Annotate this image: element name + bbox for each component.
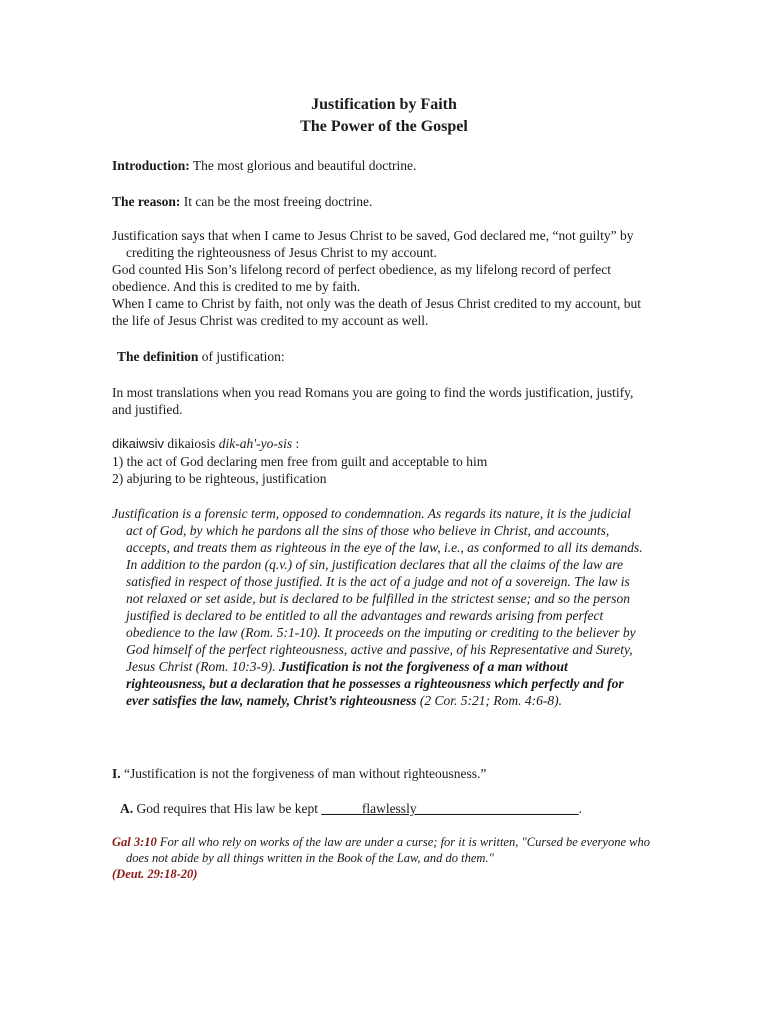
intro-line [112, 157, 642, 174]
definition-text: of justification: [198, 349, 285, 364]
verse-text: For all who rely on works of the law are under a curse; for it is written, "Cursed be everyone who does not abide by all things written in the Book of the Law, and do them." [126, 835, 650, 865]
greek-colon: : [292, 436, 300, 451]
document-subtitle: The Power of the Gospel [300, 118, 468, 135]
reason-line [112, 193, 642, 210]
explanation-block [112, 227, 642, 329]
greek-translit: dikaiosis [164, 436, 219, 451]
greek-word: dikaiwsiv [112, 436, 165, 451]
greek-term [112, 435, 642, 452]
reason-label: The reason: [112, 194, 181, 209]
definition-line [117, 348, 647, 365]
translations-paragraph: In most translations when you read Romans you are going to find the words justification, justify, and justified. [112, 385, 634, 417]
point-a-blank-trail: ________________________ [416, 801, 579, 816]
reason-text: It can be the most freeing doctrine. [180, 194, 373, 209]
point-a-text: God requires that His law be kept [133, 801, 322, 816]
quote-bold-text: Justification is not the forgiveness of a man without righteousness, but a declaration that he possesses a righteousness which perfectly and for ever satisfies the law, namely, Christ’s righteousness [126, 659, 624, 708]
meaning-2: 2) abjuring to be righteous, justification [112, 471, 327, 486]
verse-block [112, 834, 651, 882]
intro-label: Introduction: [112, 158, 190, 173]
quote-reference: (2 Cor. 5:21; Rom. 4:6-8). [416, 693, 563, 708]
verse-cross-reference: (Deut. 29:18-20) [112, 867, 198, 881]
verse-reference: Gal 3:10 [112, 835, 157, 849]
point-one [112, 765, 642, 782]
paragraph-3: When I came to Christ by faith, not only was the death of Jesus Christ credited to my account, but the life of Jesus Christ was credited to my account as well. [112, 296, 642, 328]
quote-text: Justification is a forensic term, opposed to condemnation. As regards its nature, it is the judicial act of God, by which he pardons all the sins of those who believe in Christ, and accounts, accepts, and treats them as righteous in the eye of the law, i.e., as conformed to all its demands. In addition to the pardon (q.v.) of sin, justification declares that all the claims of the law are satisfied in respect of those justified. It is the act of a judge and not of a sovereign. The law is not relaxed or set aside, but is declared to be fulfilled in the strictest sense; and so the person justified is declared to be entitled to all the advantages and rewards arising from perfect obedience to the law (Rom. 5:1-10). It proceeds on the imputing or crediting to the believer by God himself of the perfect righteousness, active and passive, of his Representative and Surety, Jesus Christ (Rom. 10:3-9). [112, 506, 643, 674]
greek-pronunciation: dik-ah'-yo-sis [218, 436, 293, 451]
document-title: Justification by Faith [311, 96, 457, 113]
definition-label: The definition [117, 349, 199, 364]
definition-quote [112, 505, 646, 709]
point-one-number: I. [112, 766, 121, 781]
meaning-1: 1) the act of God declaring men free from guilt and acceptable to him [112, 454, 488, 469]
paragraph-2: God counted His Son’s lifelong record of perfect obedience, as my lifelong record of perfect obedience. And this is credited to me by faith. [112, 262, 611, 294]
point-a [120, 800, 650, 817]
point-a-end: . [578, 801, 582, 816]
intro-text: The most glorious and beautiful doctrine. [189, 158, 417, 173]
point-a-letter: A. [120, 801, 134, 816]
point-a-answer: flawlessly [361, 801, 417, 816]
paragraph-1: Justification says that when I came to Jesus Christ to be saved, God declared me, “not guilty” by crediting the righteousness of Jesus Christ to my account. [112, 228, 634, 260]
point-a-blank-lead: ______ [321, 801, 362, 816]
point-one-text: “Justification is not the forgiveness of man without righteousness.” [120, 766, 487, 781]
